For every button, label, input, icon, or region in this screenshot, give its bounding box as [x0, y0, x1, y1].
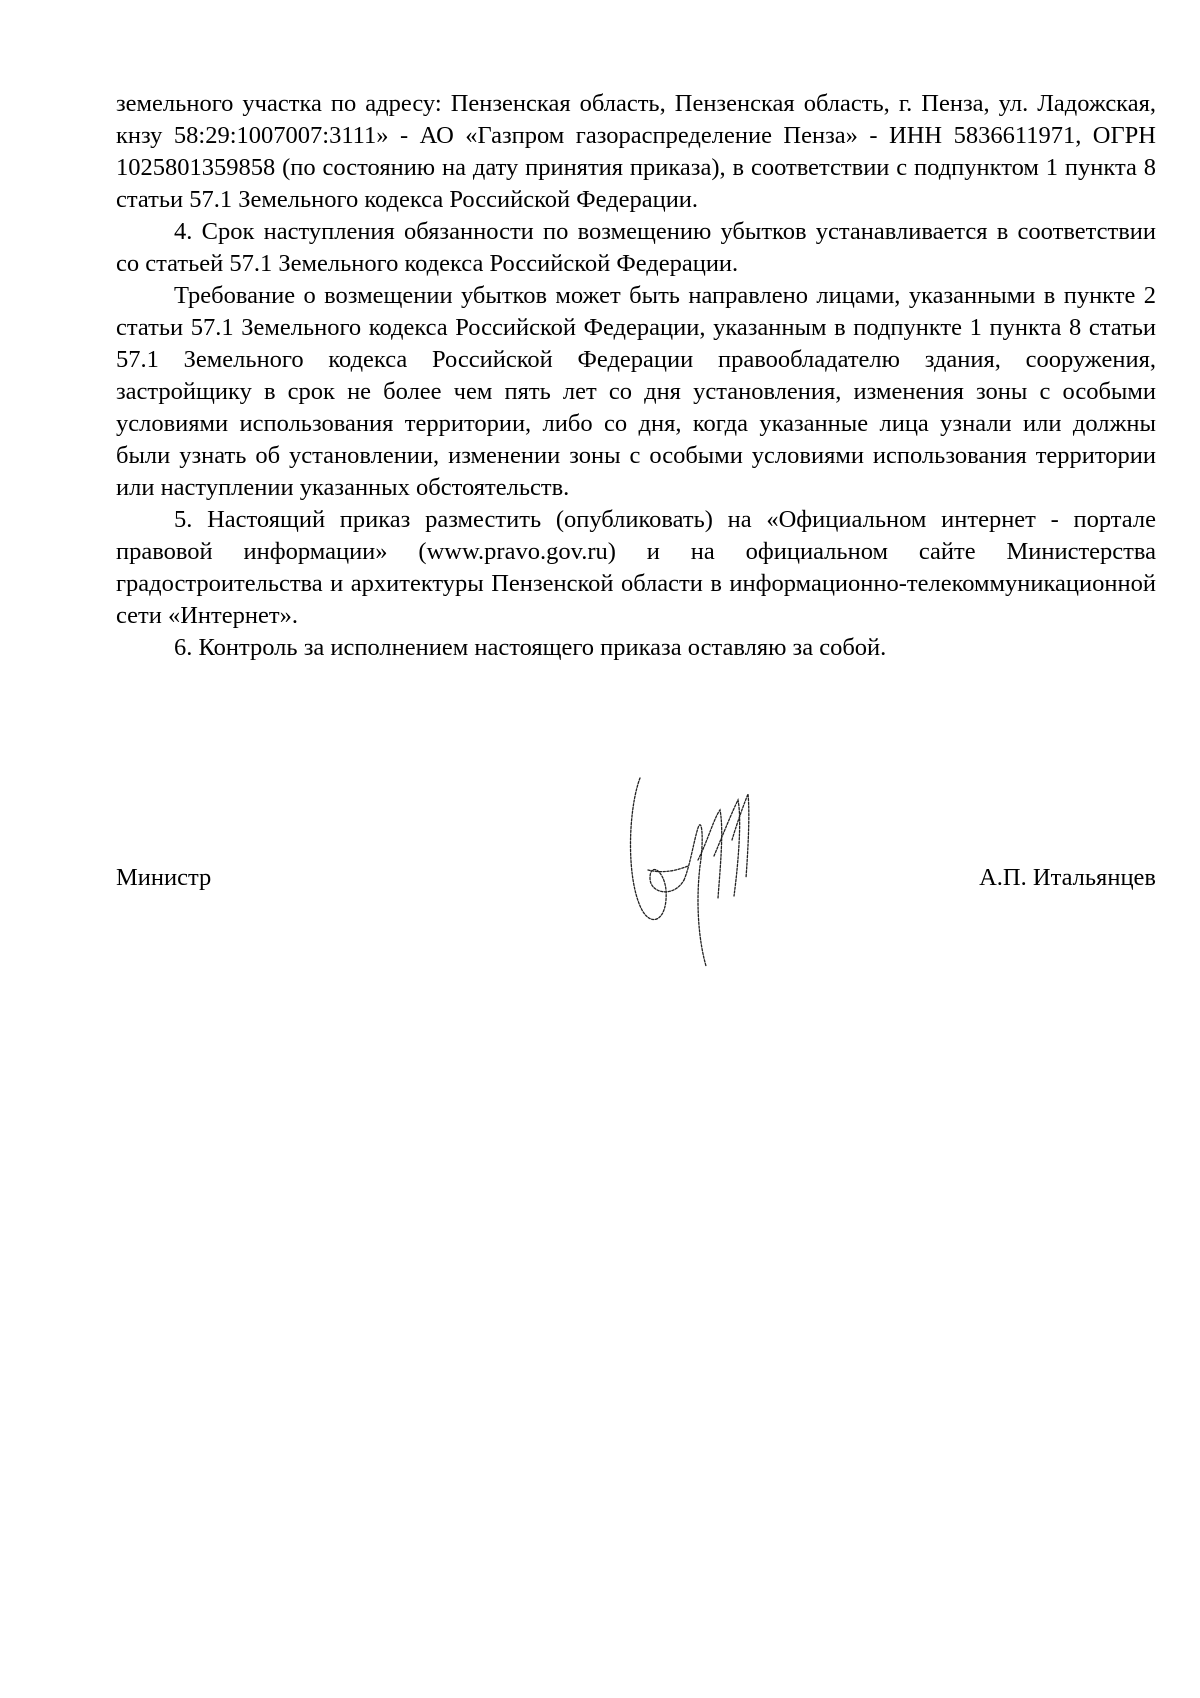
- handwritten-signature-icon: [628, 770, 778, 970]
- document-body: [116, 88, 1156, 664]
- paragraph-item-4: 4. Срок наступления обязанности по возмещению убытков устанавливается в соответствии со статьей 57.1 Земельного кодекса Российской Федерации.: [116, 218, 1156, 277]
- signatory-title: Министр: [116, 864, 212, 891]
- paragraph-item-5: 5. Настоящий приказ разместить (опубликовать) на «Официальном интернет - портале правовой информации» (www.pravo.gov.ru) и на официальном сайте Министерства градостроительства и архитектуры Пензенской области в информационно-телекоммуникационной сети «Интернет».: [116, 506, 1156, 629]
- signatory-name: А.П. Итальянцев: [979, 864, 1156, 891]
- paragraph-item-6: 6. Контроль за исполнением настоящего приказа оставляю за собой.: [174, 634, 887, 661]
- paragraph-land-plot-continuation: земельного участка по адресу: Пензенская область, Пензенская область, г. Пенза, ул. Ладожская, кнзу 58:29:1007007:3111» - АО «Газпром газораспределение Пенза» - ИНН 5836611971, ОГРН 1025801359858 (по состоянию на дату принятия приказа), в соответствии с подпунктом 1 пункта 8 статьи 57.1 Земельного кодекса Российской Федерации.: [116, 90, 1156, 213]
- paragraph-compensation-claim: Требование о возмещении убытков может быть направлено лицами, указанными в пункте 2 статьи 57.1 Земельного кодекса Российской Федерации, указанным в подпункте 1 пункта 8 статьи 57.1 Земельного кодекса Российской Федерации правообладателю здания, сооружения, застройщику в срок не более чем пять лет со дня установления, изменения зоны с особыми условиями использования территории, либо со дня, когда указанные лица узнали или должны были узнать об установлении, изменении зоны с особыми условиями использования территории или наступлении указанных обстоятельств.: [116, 282, 1156, 501]
